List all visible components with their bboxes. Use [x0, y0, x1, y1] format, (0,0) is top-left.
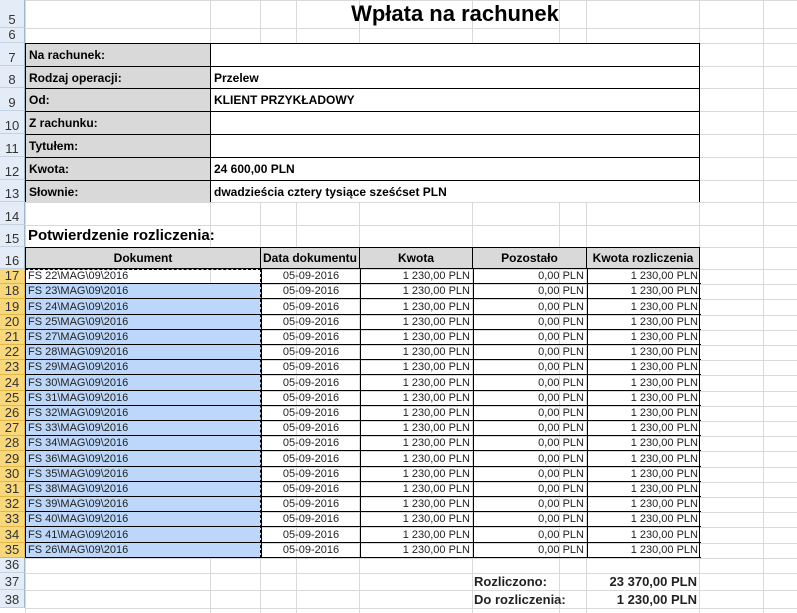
form-label: Słownie: — [26, 181, 211, 202]
column-header[interactable]: Pozostało — [472, 247, 587, 269]
row-header[interactable]: 16 — [0, 247, 25, 269]
row-header[interactable]: 6 — [0, 28, 25, 43]
document-cell[interactable]: FS 22\MAG\09\2016 — [26, 269, 261, 284]
summary-label-remaining: Do rozliczenia: — [474, 592, 566, 607]
row-header[interactable]: 14 — [0, 202, 25, 225]
row-header[interactable]: 19 — [0, 299, 25, 315]
form-value[interactable]: 24 600,00 PLN — [211, 158, 699, 180]
row-header[interactable]: 9 — [0, 88, 25, 111]
form-label: Rodzaj operacji: — [26, 67, 211, 88]
remaining-cell[interactable]: 0,00 PLN — [473, 467, 587, 482]
document-cell[interactable]: FS 26\MAG\09\2016 — [26, 543, 261, 558]
remaining-cell[interactable]: 0,00 PLN — [473, 527, 587, 543]
date-cell[interactable]: 05-09-2016 — [261, 360, 360, 375]
amount-cell[interactable]: 1 230,00 PLN — [360, 512, 473, 527]
amount-cell[interactable]: 1 230,00 PLN — [360, 284, 473, 299]
date-cell[interactable]: 05-09-2016 — [261, 284, 360, 299]
form-label: Z rachunku: — [26, 112, 211, 134]
remaining-cell[interactable]: 0,00 PLN — [473, 482, 587, 497]
gridline-horizontal — [25, 558, 797, 559]
row-header[interactable]: 32 — [0, 497, 25, 512]
document-cell[interactable]: FS 32\MAG\09\2016 — [26, 406, 261, 421]
row-header[interactable]: 7 — [0, 43, 25, 66]
row-header[interactable]: 27 — [0, 421, 25, 436]
amount-cell[interactable]: 1 230,00 PLN — [360, 497, 473, 512]
row-header[interactable]: 31 — [0, 482, 25, 497]
row-header[interactable]: 22 — [0, 345, 25, 360]
document-cell[interactable]: FS 41\MAG\09\2016 — [26, 527, 261, 543]
date-cell[interactable]: 05-09-2016 — [261, 451, 360, 467]
remaining-cell[interactable]: 0,00 PLN — [473, 391, 587, 406]
date-cell[interactable]: 05-09-2016 — [261, 375, 360, 391]
summary-value-settled: 23 370,00 PLN — [609, 574, 697, 589]
remaining-cell[interactable]: 0,00 PLN — [473, 269, 587, 284]
settled-amount-cell[interactable]: 1 230,00 PLN — [587, 284, 701, 299]
settled-amount-cell[interactable]: 1 230,00 PLN — [587, 497, 701, 512]
settled-amount-cell[interactable]: 1 230,00 PLN — [587, 375, 701, 391]
date-cell[interactable]: 05-09-2016 — [261, 527, 360, 543]
document-cell[interactable]: FS 36\MAG\09\2016 — [26, 451, 261, 467]
form-value[interactable] — [211, 44, 699, 66]
row-header[interactable]: 10 — [0, 111, 25, 134]
date-cell[interactable]: 05-09-2016 — [261, 391, 360, 406]
row-header[interactable]: 24 — [0, 375, 25, 391]
column-header[interactable]: Kwota — [359, 247, 473, 269]
amount-cell[interactable]: 1 230,00 PLN — [360, 330, 473, 345]
amount-cell[interactable]: 1 230,00 PLN — [360, 482, 473, 497]
date-cell[interactable]: 05-09-2016 — [261, 269, 360, 284]
date-cell[interactable]: 05-09-2016 — [261, 421, 360, 436]
form-row — [26, 89, 699, 112]
document-cell[interactable]: FS 40\MAG\09\2016 — [26, 512, 261, 527]
document-cell[interactable]: FS 24\MAG\09\2016 — [26, 299, 261, 315]
document-title: Wpłata na rachunek — [351, 1, 559, 26]
remaining-cell[interactable]: 0,00 PLN — [473, 330, 587, 345]
settled-amount-cell[interactable]: 1 230,00 PLN — [587, 451, 701, 467]
date-cell[interactable]: 05-09-2016 — [261, 345, 360, 360]
amount-cell[interactable]: 1 230,00 PLN — [360, 269, 473, 284]
summary-value-remaining: 1 230,00 PLN — [616, 592, 697, 607]
row-header[interactable]: 13 — [0, 180, 25, 202]
remaining-cell[interactable]: 0,00 PLN — [473, 436, 587, 451]
amount-cell[interactable]: 1 230,00 PLN — [360, 436, 473, 451]
amount-cell[interactable]: 1 230,00 PLN — [360, 406, 473, 421]
settled-amount-cell[interactable]: 1 230,00 PLN — [587, 330, 701, 345]
payment-form-table — [25, 43, 700, 202]
form-value[interactable] — [211, 112, 699, 134]
remaining-cell[interactable]: 0,00 PLN — [473, 451, 587, 467]
remaining-cell[interactable]: 0,00 PLN — [473, 421, 587, 436]
amount-cell[interactable]: 1 230,00 PLN — [360, 315, 473, 330]
row-header[interactable]: 36 — [0, 558, 25, 573]
date-cell[interactable]: 05-09-2016 — [261, 467, 360, 482]
date-cell[interactable]: 05-09-2016 — [261, 436, 360, 451]
row-header[interactable]: 20 — [0, 315, 25, 330]
column-header[interactable]: Data dokumentu — [260, 247, 360, 269]
document-cell[interactable]: FS 25\MAG\09\2016 — [26, 315, 261, 330]
form-label: Kwota: — [26, 158, 211, 180]
remaining-cell[interactable]: 0,00 PLN — [473, 360, 587, 375]
settled-amount-cell[interactable]: 1 230,00 PLN — [587, 421, 701, 436]
amount-cell[interactable]: 1 230,00 PLN — [360, 375, 473, 391]
remaining-cell[interactable]: 0,00 PLN — [473, 512, 587, 527]
remaining-cell[interactable]: 0,00 PLN — [473, 345, 587, 360]
row-header[interactable]: 25 — [0, 391, 25, 406]
settled-amount-cell[interactable]: 1 230,00 PLN — [587, 482, 701, 497]
row-header[interactable]: 30 — [0, 467, 25, 482]
row-header[interactable]: 5 — [0, 0, 25, 28]
settled-amount-cell[interactable]: 1 230,00 PLN — [587, 436, 701, 451]
document-cell[interactable]: FS 30\MAG\09\2016 — [26, 375, 261, 391]
amount-cell[interactable]: 1 230,00 PLN — [360, 467, 473, 482]
row-header[interactable]: 26 — [0, 406, 25, 421]
form-value[interactable]: Przelew — [211, 67, 699, 88]
date-cell[interactable]: 05-09-2016 — [261, 512, 360, 527]
amount-cell[interactable]: 1 230,00 PLN — [360, 299, 473, 315]
copy-selection-marquee — [25, 269, 261, 558]
amount-cell[interactable]: 1 230,00 PLN — [360, 345, 473, 360]
form-value[interactable] — [211, 135, 699, 157]
row-header[interactable]: 8 — [0, 66, 25, 88]
form-row — [26, 135, 699, 158]
row-header[interactable]: 12 — [0, 157, 25, 180]
remaining-cell[interactable]: 0,00 PLN — [473, 299, 587, 315]
form-row — [26, 44, 699, 67]
summary-label-settled: Rozliczono: — [474, 574, 547, 589]
settled-amount-cell[interactable]: 1 230,00 PLN — [587, 360, 701, 375]
settled-amount-cell[interactable]: 1 230,00 PLN — [587, 406, 701, 421]
remaining-cell[interactable]: 0,00 PLN — [473, 375, 587, 391]
row-header[interactable]: 23 — [0, 360, 25, 375]
row-header[interactable]: 11 — [0, 134, 25, 157]
document-cell[interactable]: FS 33\MAG\09\2016 — [26, 421, 261, 436]
gridline-vertical — [763, 0, 764, 613]
document-cell[interactable]: FS 27\MAG\09\2016 — [26, 330, 261, 345]
row-header[interactable]: 29 — [0, 451, 25, 467]
form-row — [26, 67, 699, 89]
column-header[interactable]: Kwota rozliczenia — [586, 247, 700, 269]
date-cell[interactable]: 05-09-2016 — [261, 406, 360, 421]
amount-cell[interactable]: 1 230,00 PLN — [360, 527, 473, 543]
form-label: Tytułem: — [26, 135, 211, 157]
document-cell[interactable]: FS 28\MAG\09\2016 — [26, 345, 261, 360]
remaining-cell[interactable]: 0,00 PLN — [473, 543, 587, 558]
document-cell[interactable]: FS 29\MAG\09\2016 — [26, 360, 261, 375]
amount-cell[interactable]: 1 230,00 PLN — [360, 421, 473, 436]
remaining-cell[interactable]: 0,00 PLN — [473, 497, 587, 512]
form-value[interactable]: KLIENT PRZYKŁADOWY — [211, 89, 699, 111]
settled-amount-cell[interactable]: 1 230,00 PLN — [587, 512, 701, 527]
remaining-cell[interactable]: 0,00 PLN — [473, 406, 587, 421]
document-cell[interactable]: FS 23\MAG\09\2016 — [26, 284, 261, 299]
row-header[interactable]: 37 — [0, 573, 25, 590]
gridline-horizontal — [25, 28, 797, 29]
date-cell[interactable]: 05-09-2016 — [261, 330, 360, 345]
settled-amount-cell[interactable]: 1 230,00 PLN — [587, 527, 701, 543]
document-cell[interactable]: FS 34\MAG\09\2016 — [26, 436, 261, 451]
settled-amount-cell[interactable]: 1 230,00 PLN — [587, 299, 701, 315]
date-cell[interactable]: 05-09-2016 — [261, 482, 360, 497]
settled-amount-cell[interactable]: 1 230,00 PLN — [587, 315, 701, 330]
document-cell[interactable]: FS 35\MAG\09\2016 — [26, 467, 261, 482]
column-header[interactable]: Dokument — [25, 247, 261, 269]
settled-amount-cell[interactable]: 1 230,00 PLN — [587, 467, 701, 482]
row-header[interactable]: 28 — [0, 436, 25, 451]
row-header[interactable]: 35 — [0, 543, 25, 558]
amount-cell[interactable]: 1 230,00 PLN — [360, 391, 473, 406]
row-header[interactable]: 15 — [0, 225, 25, 247]
amount-cell[interactable]: 1 230,00 PLN — [360, 451, 473, 467]
form-value[interactable]: dwadzieścia cztery tysiące sześćset PLN — [211, 181, 699, 202]
row-header[interactable]: 18 — [0, 284, 25, 299]
form-label: Na rachunek: — [26, 44, 211, 66]
settled-amount-cell[interactable]: 1 230,00 PLN — [587, 391, 701, 406]
date-cell[interactable]: 05-09-2016 — [261, 299, 360, 315]
row-header[interactable]: 34 — [0, 527, 25, 543]
form-row — [26, 112, 699, 135]
amount-cell[interactable]: 1 230,00 PLN — [360, 543, 473, 558]
row-header[interactable]: 17 — [0, 269, 25, 284]
section-title: Potwierdzenie rozliczenia: — [28, 227, 215, 244]
document-cell[interactable]: FS 38\MAG\09\2016 — [26, 482, 261, 497]
settled-amount-cell[interactable]: 1 230,00 PLN — [587, 269, 701, 284]
form-label: Od: — [26, 89, 211, 111]
date-cell[interactable]: 05-09-2016 — [261, 315, 360, 330]
date-cell[interactable]: 05-09-2016 — [261, 543, 360, 558]
gridline-horizontal — [25, 202, 797, 203]
row-header[interactable]: 21 — [0, 330, 25, 345]
form-row — [26, 158, 699, 181]
amount-cell[interactable]: 1 230,00 PLN — [360, 360, 473, 375]
row-header[interactable]: 33 — [0, 512, 25, 527]
document-cell[interactable]: FS 31\MAG\09\2016 — [26, 391, 261, 406]
form-row — [26, 181, 699, 202]
remaining-cell[interactable]: 0,00 PLN — [473, 315, 587, 330]
settled-amount-cell[interactable]: 1 230,00 PLN — [587, 345, 701, 360]
settled-amount-cell[interactable]: 1 230,00 PLN — [587, 543, 701, 558]
date-cell[interactable]: 05-09-2016 — [261, 497, 360, 512]
row-header[interactable]: 38 — [0, 590, 25, 608]
remaining-cell[interactable]: 0,00 PLN — [473, 284, 587, 299]
document-cell[interactable]: FS 39\MAG\09\2016 — [26, 497, 261, 512]
gridline-horizontal — [25, 608, 797, 609]
